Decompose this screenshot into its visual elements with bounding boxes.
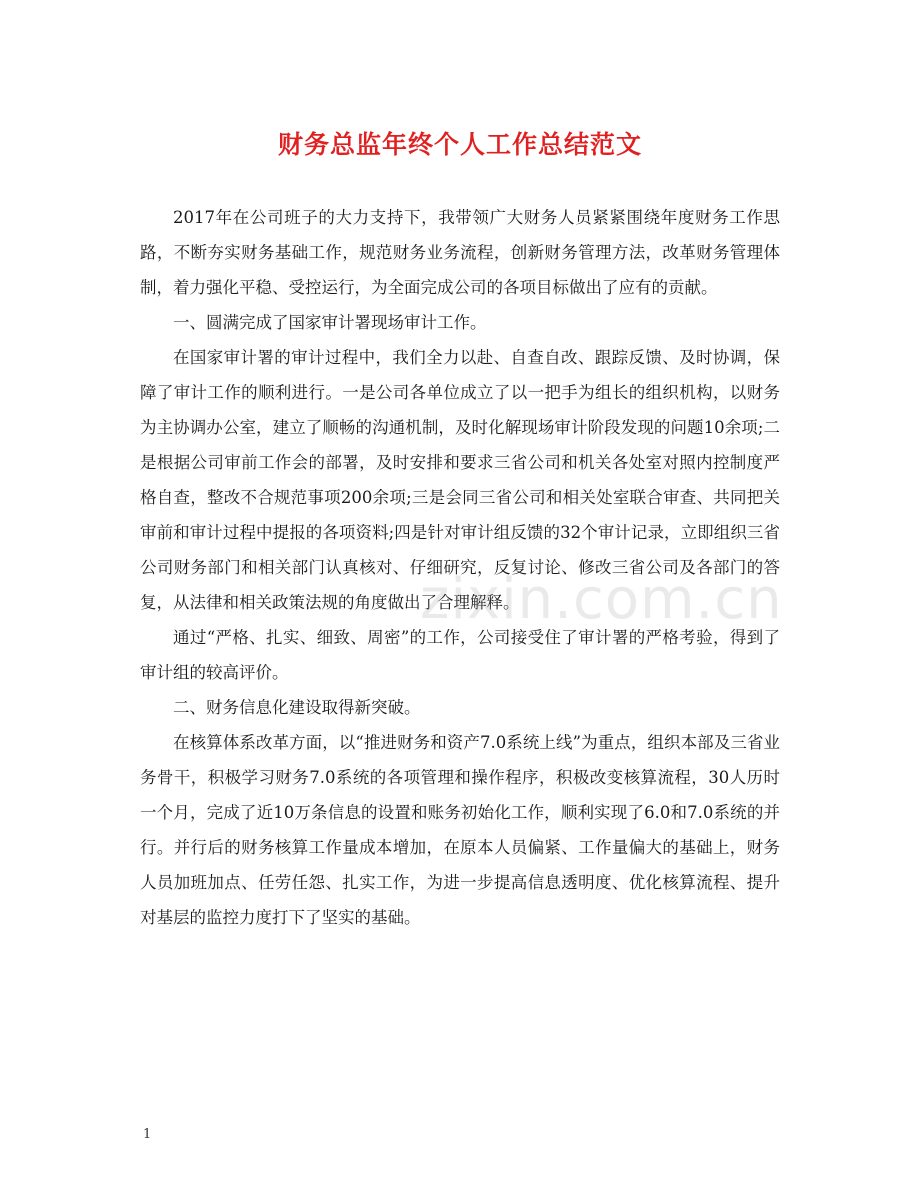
paragraph-audit-result: 通过“严格、扎实、细致、周密”的工作，公司接受住了审计署的严格考验，得到了审计组的较高评价。 xyxy=(140,628,780,682)
paragraph-informatization: 在核算体系改革方面，以“推进财务和资产7.0系统上线”为重点，组织本部及三省业务骨干，积极学习财务7.0系统的各项管理和操作程序，积极改变核算流程，30人历时一个月，完成了近10万条信息的设置和账务初始化工作，顺利实现了6.0和7.0系统的并行。并行后的财务核算工作量成本增加，在原本人员偏紧、工作量偏大的基础上，财务人员加班加点、任劳任怨、扎实工作，为进一步提高信息透明度、优化核算流程、提升对基层的监控力度打下了坚实的基础。 xyxy=(140,733,780,927)
document-title: 财务总监年终个人工作总结范文 xyxy=(277,130,642,159)
page-number: 1 xyxy=(143,1127,152,1142)
section-heading-2: 二、财务信息化建设取得新突破。 xyxy=(173,698,421,717)
document-body xyxy=(140,200,780,935)
watermark-logo: zixin.com.cn xyxy=(420,567,783,632)
section-heading-1: 一、圆满完成了国家审计署现场审计工作。 xyxy=(173,313,487,332)
paragraph-audit: 在国家审计署的审计过程中，我们全力以赴、自查自改、跟踪反馈、及时协调，保障了审计工作的顺利进行。一是公司各单位成立了以一把手为组长的组织机构，以财务为主协调办公室，建立了顺畅的沟通机制，及时化解现场审计阶段发现的问题10余项;二是根据公司审前工作会的部署，及时安排和要求三省公司和机关各处室对照内控制度严格自查，整改不合规范事项200余项;三是会同三省公司和相关处室联合审查、共同把关审前和审计过程中提报的各项资料;四是针对审计组反馈的32个审计记录，立即组织三省公司财务部门和相关部门认真核对、仔细研究，反复讨论、修改三省公司及各部门的答复，从法律和相关政策法规的角度做出了合理解释。 xyxy=(140,348,780,612)
paragraph-intro: 2017年在公司班子的大力支持下，我带领广大财务人员紧紧围绕年度财务工作思路，不断夯实财务基础工作，规范财务业务流程，创新财务管理方法，改革财务管理体制，着力强化平稳、受控运行，为全面完成公司的各项目标做出了应有的贡献。 xyxy=(140,208,780,297)
